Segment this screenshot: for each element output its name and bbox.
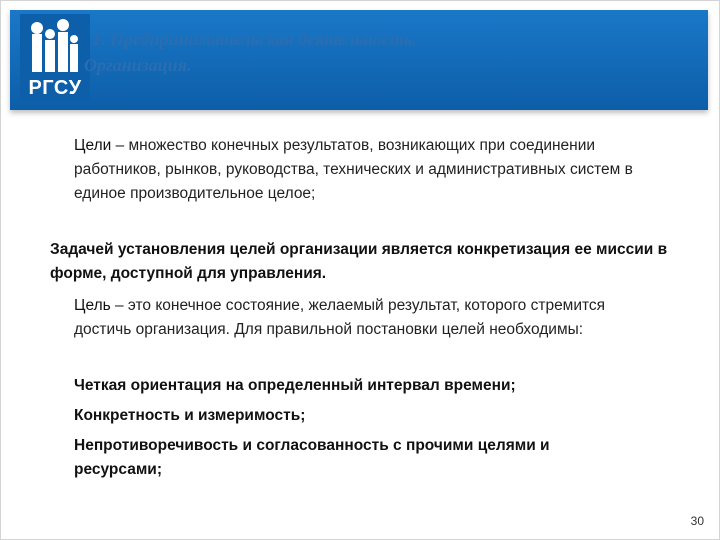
paragraph-goal-definition [74, 294, 654, 342]
term-goals: Цели [74, 137, 112, 154]
paragraph-goals-definition [74, 134, 654, 206]
page-number: 30 [690, 514, 704, 528]
goals-definition-text: – множество конечных результатов, возникающих при соединении работников, рынков, руководства, технических и административных систем в единое производительное целое; [74, 137, 633, 202]
title-line-2: Организация. [84, 55, 192, 75]
goal-definition-text: – это конечное состояние, желаемый результат, которого стремится достичь организация. Для правильной постановки целей необходимы: [74, 297, 606, 338]
paragraph-goal-setting-task: Задачей установления целей организации является конкретизация ее миссии в форме, доступной для управления. [50, 241, 668, 282]
title-line-1: 1. Предпринимательская деятельность. [92, 29, 417, 49]
list-item: Четкая ориентация на определенный интервал времени; [74, 377, 516, 394]
logo-text: РГСУ [20, 76, 90, 100]
term-goal: Цель [74, 297, 111, 314]
list-item: Конкретность и измеримость; [74, 407, 306, 424]
list-item: Непротиворечивость и согласованность с прочими целями и ресурсами; [74, 437, 550, 478]
